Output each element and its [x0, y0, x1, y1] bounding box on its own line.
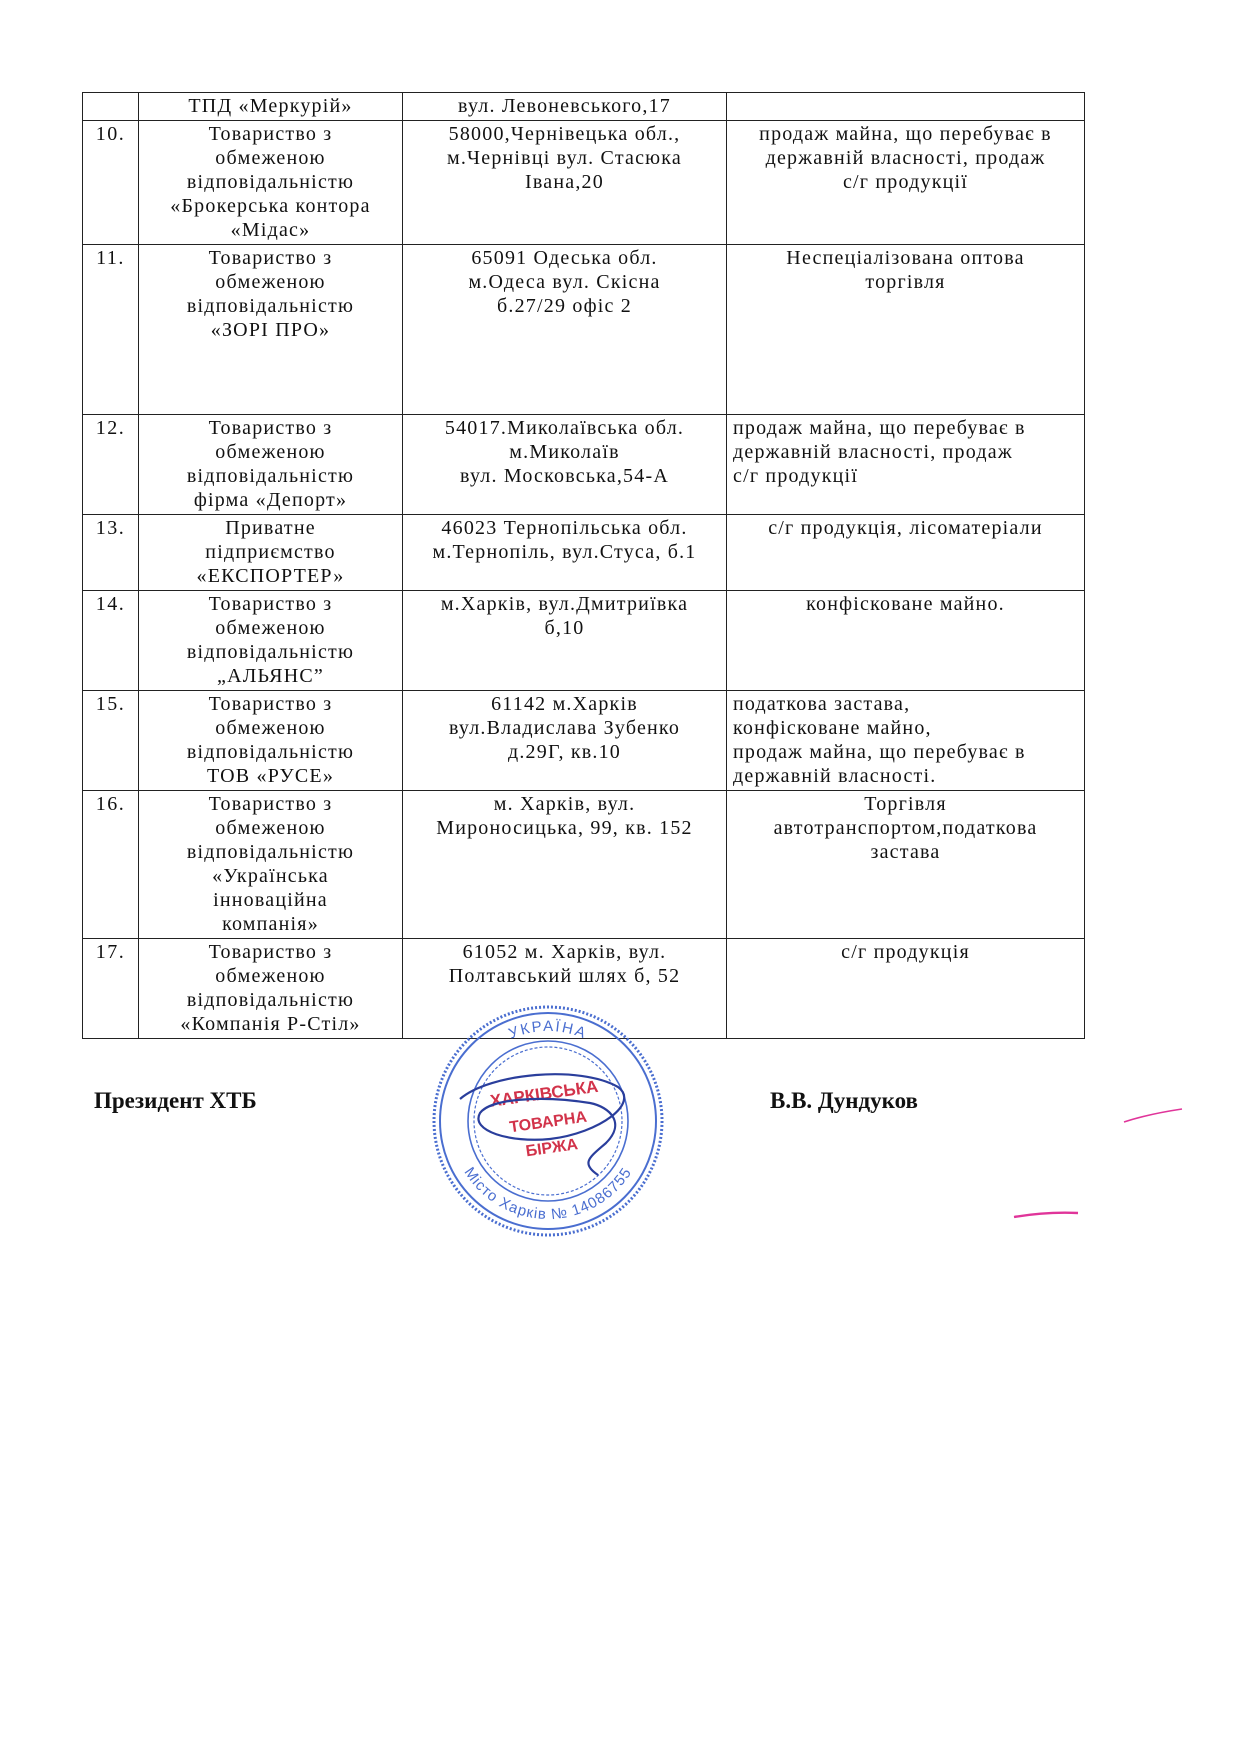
address-cell: вул. Левоневського,17: [403, 93, 727, 121]
table-row: [83, 691, 1085, 791]
seal-top-text: УКРАЇНА: [506, 1017, 590, 1043]
address-cell: 61052 м. Харків, вул. Полтавський шлях б, 52: [403, 939, 727, 1039]
activity-cell: Торгівля автотранспортом,податкова застава: [727, 791, 1085, 939]
row-number-cell: 16.: [83, 791, 139, 939]
activity-cell: [727, 93, 1085, 121]
seal-center-line-2: ТОВАРНА: [508, 1108, 588, 1137]
company-name-cell: Товариство з обмеженою відповідальністю «ЗОРІ ПРО»: [139, 245, 403, 415]
activity-cell: конфісковане майно.: [727, 591, 1085, 691]
activity-cell: Неспеціалізована оптова торгівля: [727, 245, 1085, 415]
table-row: [83, 591, 1085, 691]
table-row: [83, 791, 1085, 939]
row-number-cell: [83, 93, 139, 121]
activity-cell: податкова застава, конфісковане майно, продаж майна, що перебуває в державній власності.: [727, 691, 1085, 791]
pen-mark-upper: [1122, 1106, 1184, 1126]
address-cell: 65091 Одеська обл. м.Одеса вул. Скісна б.27/29 офіс 2: [403, 245, 727, 415]
row-number-cell: 15.: [83, 691, 139, 791]
activity-cell: продаж майна, що перебуває в державній власності, продаж с/г продукції: [727, 415, 1085, 515]
seal-center-line-3: БІРЖА: [524, 1136, 579, 1161]
company-name-cell: Товариство з обмеженою відповідальністю «Українська інноваційна компанія»: [139, 791, 403, 939]
company-name-cell: Приватне підприємство «ЕКСПОРТЕР»: [139, 515, 403, 591]
row-number-cell: 14.: [83, 591, 139, 691]
registry-table: [82, 92, 1085, 1039]
pen-mark-lower: [1012, 1208, 1080, 1222]
svg-text:УКРАЇНА: [506, 1018, 589, 1043]
address-cell: 46023 Тернопільська обл. м.Тернопіль, вул.Стуса, б.1: [403, 515, 727, 591]
signatory-position: Президент ХТБ: [94, 1088, 257, 1113]
company-name-cell: Товариство з обмеженою відповідальністю «Компанія Р-Стіл»: [139, 939, 403, 1039]
company-name-cell: ТПД «Меркурій»: [139, 93, 403, 121]
table-row: [83, 121, 1085, 245]
company-name-cell: Товариство з обмеженою відповідальністю «Брокерська контора «Мідас»: [139, 121, 403, 245]
row-number-cell: 10.: [83, 121, 139, 245]
activity-cell: с/г продукція: [727, 939, 1085, 1039]
commodity-exchange-seal: [430, 1003, 666, 1239]
address-cell: м. Харків, вул. Мироносицька, 99, кв. 152: [403, 791, 727, 939]
company-name-cell: Товариство з обмеженою відповідальністю „АЛЬЯНС”: [139, 591, 403, 691]
address-cell: 58000,Чернівецька обл., м.Чернівці вул. Стасюка Івана,20: [403, 121, 727, 245]
signatory-name: В.В. Дундуков: [770, 1088, 918, 1113]
row-number-cell: 13.: [83, 515, 139, 591]
table-row: [83, 515, 1085, 591]
seal-bottom-text: Місто Харків № 14086755: [460, 1164, 636, 1224]
table-row: [83, 415, 1085, 515]
table-row: [83, 245, 1085, 415]
address-cell: 54017.Миколаївська обл. м.Миколаїв вул. Московська,54-А: [403, 415, 727, 515]
address-cell: 61142 м.Харків вул.Владислава Зубенко д.29Г, кв.10: [403, 691, 727, 791]
row-number-cell: 12.: [83, 415, 139, 515]
row-number-cell: 17.: [83, 939, 139, 1039]
registry-table-body: [83, 93, 1085, 1039]
company-name-cell: Товариство з обмеженою відповідальністю фірма «Депорт»: [139, 415, 403, 515]
seal-center-line-1: ХАРКІВСЬКА: [488, 1076, 600, 1111]
activity-cell: продаж майна, що перебуває в державній власності, продаж с/г продукції: [727, 121, 1085, 245]
table-row: [83, 93, 1085, 121]
company-name-cell: Товариство з обмеженою відповідальністю ТОВ «РУСЕ»: [139, 691, 403, 791]
address-cell: м.Харків, вул.Дмитриївка б,10: [403, 591, 727, 691]
row-number-cell: 11.: [83, 245, 139, 415]
activity-cell: с/г продукція, лісоматеріали: [727, 515, 1085, 591]
